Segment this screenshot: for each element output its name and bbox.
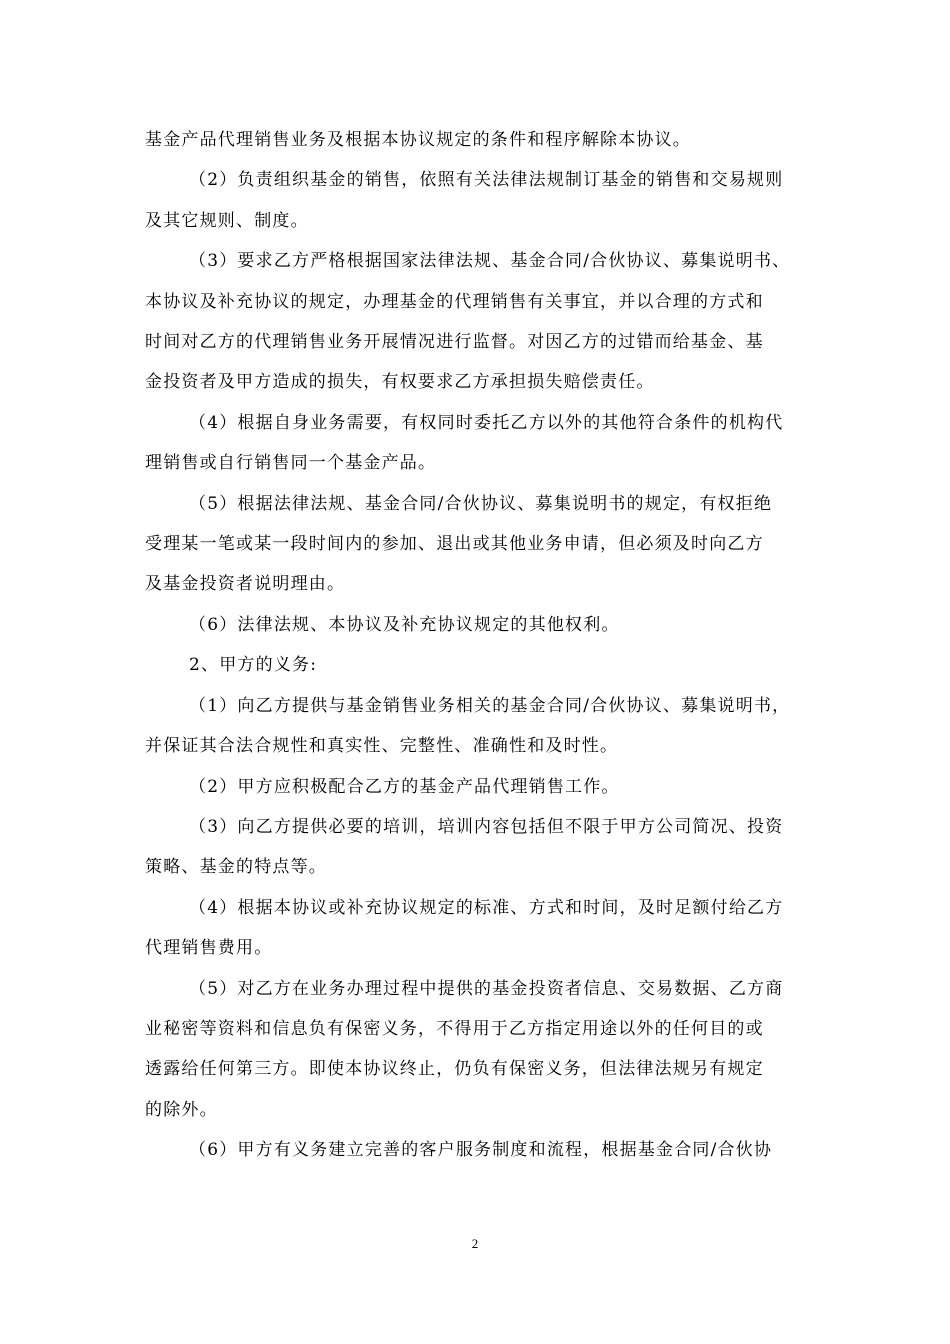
text-line: （3）向乙方提供必要的培训，培训内容包括但不限于甲方公司简况、投资 — [189, 816, 784, 837]
text-line: （3）要求乙方严格根据国家法律法规、基金合同/合伙协议、募集说明书、 — [189, 251, 791, 272]
text-line: 及其它规则、制度。 — [145, 210, 309, 231]
text-line: 业秘密等资料和信息负有保密义务，不得用于乙方指定用途以外的任何目的或 — [145, 1018, 764, 1039]
text-line: （6）甲方有义务建立完善的客户服务制度和流程，根据基金合同/合伙协 — [189, 1140, 773, 1161]
text-line: 受理某一笔或某一段时间内的参加、退出或其他业务申请，但必须及时向乙方 — [145, 534, 764, 555]
section-heading: 2、甲方的义务: — [189, 655, 318, 676]
text-line: 本协议及补充协议的规定，办理基金的代理销售有关事宜，并以合理的方式和 — [145, 291, 764, 312]
text-line: 基金产品代理销售业务及根据本协议规定的条件和程序解除本协议。 — [145, 130, 691, 150]
text-line: 理销售或自行销售同一个基金产品。 — [145, 453, 437, 474]
text-line: （2）甲方应积极配合乙方的基金产品代理销售工作。 — [189, 776, 620, 797]
text-line: （2）负责组织基金的销售，依照有关法律法规制订基金的销售和交易规则 — [189, 170, 784, 191]
text-line: 并保证其合法合规性和真实性、完整性、准确性和及时性。 — [145, 736, 619, 757]
text-line: 策略、基金的特点等。 — [145, 857, 327, 878]
text-line: （5）根据法律法规、基金合同/合伙协议、募集说明书的规定，有权拒绝 — [189, 493, 773, 514]
text-line: 代理销售费用。 — [145, 938, 273, 959]
text-line: 金投资者及甲方造成的损失，有权要求乙方承担损失赔偿责任。 — [145, 372, 655, 393]
text-line: （1）向乙方提供与基金销售业务相关的基金合同/合伙协议、募集说明书， — [189, 695, 791, 716]
page-number: 2 — [471, 1236, 479, 1251]
text-line: 的除外。 — [145, 1099, 218, 1120]
text-line: 透露给任何第三方。即使本协议终止，仍负有保密义务，但法律法规另有规定 — [145, 1059, 764, 1080]
body-text — [145, 120, 810, 1171]
text-line: （4）根据自身业务需要，有权同时委托乙方以外的其他符合条件的机构代 — [189, 412, 784, 433]
text-line: 时间对乙方的代理销售业务开展情况进行监督。对因乙方的过错而给基金、基 — [145, 332, 764, 353]
text-line: （6）法律法规、本协议及补充协议规定的其他权利。 — [189, 614, 620, 635]
text-line: 及基金投资者说明理由。 — [145, 574, 346, 595]
text-line: （5）对乙方在业务办理过程中提供的基金投资者信息、交易数据、乙方商 — [189, 978, 784, 999]
text-line: （4）根据本协议或补充协议规定的标准、方式和时间，及时足额付给乙方 — [189, 897, 784, 918]
